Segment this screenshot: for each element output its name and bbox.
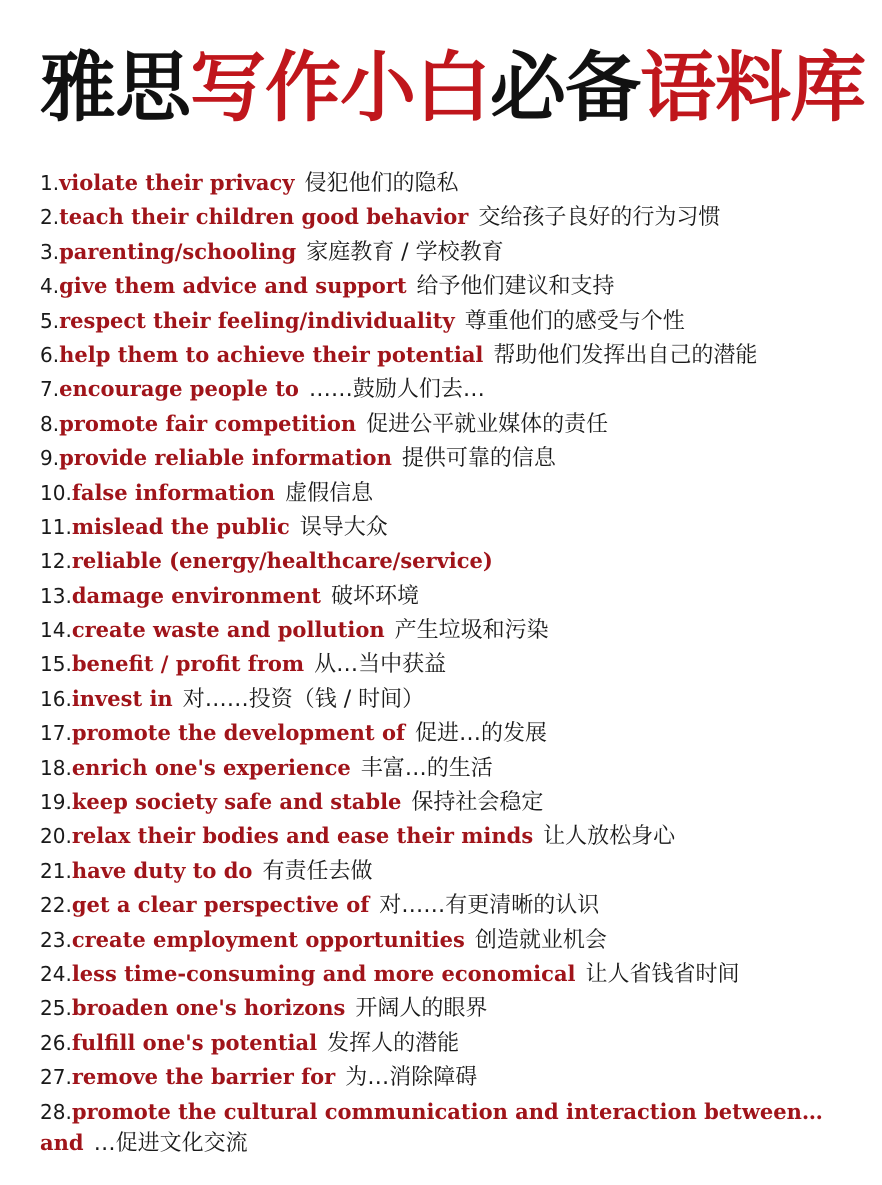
list-item xyxy=(40,441,870,475)
item-english: help them to achieve their potential xyxy=(59,341,484,367)
item-english: relax their bodies and ease their minds xyxy=(71,823,534,849)
item-english: remove the barrier for xyxy=(71,1064,336,1090)
title-part-1: 雅思 xyxy=(40,43,190,132)
item-chinese: 对……投资（钱 / 时间） xyxy=(182,686,425,712)
item-number: 27. xyxy=(40,1065,72,1090)
title-part-3: 必备 xyxy=(490,43,640,132)
item-chinese: 交给孩子良好的行为习惯 xyxy=(478,205,721,231)
page-title xyxy=(40,40,870,136)
item-english: false information xyxy=(71,479,276,505)
item-chinese: 尊重他们的感受与个性 xyxy=(464,308,685,334)
item-english: teach their children good behavior xyxy=(59,204,469,230)
item-number: 6. xyxy=(40,342,60,367)
item-number: 11. xyxy=(40,514,72,539)
item-english: less time-consuming and more economical xyxy=(71,960,576,986)
item-number: 4. xyxy=(40,274,60,299)
item-number: 1. xyxy=(40,171,60,195)
item-number: 15. xyxy=(40,652,72,677)
item-chinese: 产生垃圾和污染 xyxy=(394,618,549,644)
list-item xyxy=(40,682,870,716)
list-item xyxy=(40,166,870,200)
list-item xyxy=(40,854,870,888)
item-number: 9. xyxy=(40,446,60,471)
item-english: promote the development of xyxy=(71,720,405,746)
item-number: 24. xyxy=(40,961,72,986)
item-english: damage environment xyxy=(71,582,321,608)
item-chinese: 为…消除障碍 xyxy=(345,1065,478,1091)
list-item xyxy=(40,304,870,338)
vocabulary-list xyxy=(40,166,870,1159)
item-english: get a clear perspective of xyxy=(71,892,370,918)
item-number: 21. xyxy=(40,858,72,883)
item-chinese: 提供可靠的信息 xyxy=(401,446,556,472)
item-number: 25. xyxy=(40,996,72,1021)
item-number: 14. xyxy=(40,618,72,643)
item-number: 23. xyxy=(40,927,72,952)
list-item xyxy=(40,1095,870,1159)
list-item xyxy=(40,544,870,578)
list-item xyxy=(40,613,870,647)
list-item xyxy=(40,923,870,957)
item-number: 16. xyxy=(40,686,72,711)
list-item xyxy=(40,785,870,819)
list-item xyxy=(40,647,870,681)
item-chinese: 从…当中获益 xyxy=(314,652,447,678)
list-item xyxy=(40,372,870,406)
list-item xyxy=(40,819,870,853)
item-english: violate their privacy xyxy=(59,170,295,195)
item-english: respect their feeling/individuality xyxy=(59,307,455,333)
list-item xyxy=(40,338,870,372)
item-number: 17. xyxy=(40,721,72,746)
list-item xyxy=(40,1060,870,1094)
list-item xyxy=(40,751,870,785)
item-chinese: 家庭教育 / 学校教育 xyxy=(306,239,504,265)
list-item xyxy=(40,235,870,269)
item-number: 28. xyxy=(40,1099,72,1124)
item-english: parenting/schooling xyxy=(59,238,297,264)
list-item xyxy=(40,269,870,303)
item-english: invest in xyxy=(71,685,173,711)
list-item xyxy=(40,579,870,613)
list-item xyxy=(40,476,870,510)
list-item xyxy=(40,407,870,441)
item-english: create waste and pollution xyxy=(71,617,385,643)
item-chinese: 误导大众 xyxy=(299,514,388,540)
item-chinese: 促进公平就业媒体的责任 xyxy=(366,411,609,437)
item-number: 8. xyxy=(40,411,60,436)
item-english: promote fair competition xyxy=(59,410,357,436)
list-item xyxy=(40,991,870,1025)
item-english: keep society safe and stable xyxy=(71,789,402,815)
item-chinese: 促进…的发展 xyxy=(414,721,547,747)
item-chinese: 让人放松身心 xyxy=(543,824,676,850)
item-english: reliable (energy/healthcare/service) xyxy=(71,548,493,574)
item-number: 12. xyxy=(40,549,72,574)
item-number: 3. xyxy=(40,239,60,264)
item-chinese: ……鼓励人们去… xyxy=(308,377,485,403)
item-chinese: 有责任去做 xyxy=(262,858,373,884)
item-chinese: 对……有更清晰的认识 xyxy=(379,893,600,919)
item-number: 18. xyxy=(40,755,72,780)
item-chinese: 侵犯他们的隐私 xyxy=(304,171,459,196)
item-english: have duty to do xyxy=(71,857,253,883)
item-number: 20. xyxy=(40,824,72,849)
item-chinese: 发挥人的潜能 xyxy=(327,1030,460,1056)
item-chinese: 虚假信息 xyxy=(285,480,374,506)
item-chinese: 让人省钱省时间 xyxy=(585,961,740,987)
item-chinese: 创造就业机会 xyxy=(474,927,607,953)
list-item xyxy=(40,957,870,991)
item-english: provide reliable information xyxy=(59,445,392,471)
item-english: benefit / profit from xyxy=(71,651,305,677)
item-number: 10. xyxy=(40,480,72,505)
item-english: encourage people to xyxy=(59,376,299,402)
item-chinese: …促进文化交流 xyxy=(93,1130,248,1156)
item-chinese: 破坏环境 xyxy=(330,583,419,609)
item-english: enrich one's experience xyxy=(71,754,351,780)
list-item xyxy=(40,888,870,922)
list-item xyxy=(40,1026,870,1060)
item-number: 13. xyxy=(40,583,72,608)
item-english: fulfill one's potential xyxy=(71,1029,318,1055)
item-number: 7. xyxy=(40,377,60,402)
item-number: 22. xyxy=(40,893,72,918)
item-english: give them advice and support xyxy=(59,273,407,299)
item-chinese: 给予他们建议和支持 xyxy=(416,274,615,300)
item-chinese: 保持社会稳定 xyxy=(411,790,544,816)
title-part-4: 语料库 xyxy=(640,43,865,132)
item-number: 19. xyxy=(40,790,72,815)
item-english: mislead the public xyxy=(71,513,290,539)
item-number: 5. xyxy=(40,308,60,333)
item-number: 26. xyxy=(40,1030,72,1055)
item-chinese: 丰富…的生活 xyxy=(360,755,493,781)
item-english: promote the cultural communication and interaction between…and xyxy=(40,1098,823,1155)
list-item xyxy=(40,716,870,750)
list-item xyxy=(40,200,870,234)
title-part-2: 写作小白 xyxy=(190,43,490,132)
list-item xyxy=(40,510,870,544)
item-chinese: 帮助他们发挥出自己的潜能 xyxy=(493,342,758,368)
item-english: create employment opportunities xyxy=(71,926,465,952)
item-chinese: 开阔人的眼界 xyxy=(355,996,488,1022)
item-english: broaden one's horizons xyxy=(71,995,346,1021)
item-number: 2. xyxy=(40,205,60,230)
